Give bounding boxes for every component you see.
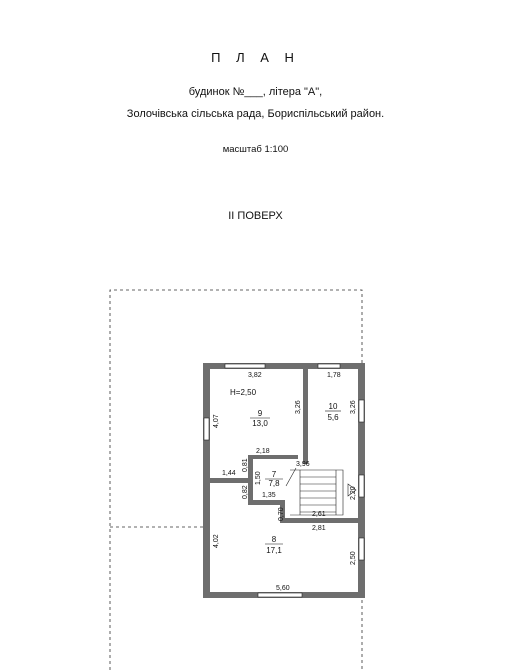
dim-070: 0,70 <box>278 507 285 521</box>
dim-top-left: 3,82 <box>248 372 262 379</box>
dim-left-lower: 4,02 <box>213 534 220 548</box>
dim-150: 1,50 <box>255 471 262 485</box>
plan-title: П Л А Н <box>211 50 300 65</box>
room-9-area: 13,0 <box>252 419 268 428</box>
building-line: будинок №___, літера "А", <box>188 86 323 98</box>
dim-135: 1,35 <box>262 492 276 499</box>
dim-281: 2,81 <box>312 525 326 532</box>
stairs <box>286 468 356 515</box>
dim-144: 1,44 <box>222 470 236 477</box>
room-8-area: 17,1 <box>266 546 282 555</box>
room-7-number: 7 <box>271 470 277 479</box>
dim-081: 0,81 <box>242 458 249 472</box>
dim-top-right: 1,78 <box>327 372 341 379</box>
dim-right-lower: 2,50 <box>350 551 357 565</box>
dim-bottom: 5,60 <box>276 585 290 592</box>
room-7-area: 7,8 <box>268 479 280 488</box>
room-8-number: 8 <box>271 535 277 544</box>
dim-220: 2,20 <box>350 486 357 500</box>
dim-261: 2,61 <box>312 511 326 518</box>
dim-396: 3,96 <box>296 461 310 468</box>
height-note: H=2,50 <box>230 388 257 397</box>
room-9-number: 9 <box>257 409 263 418</box>
room-10-number: 10 <box>328 402 338 411</box>
room-10-area: 5,6 <box>327 413 339 422</box>
dim-082: 0,82 <box>242 485 249 499</box>
floor-label: ІІ ПОВЕРХ <box>228 210 283 222</box>
address-line: Золочівська сільська рада, Бориспільський район. <box>126 108 385 120</box>
dim-room10-right: 3,26 <box>350 400 357 414</box>
room-fraction-lines <box>250 411 341 544</box>
dim-room9-left: 4,07 <box>213 414 220 428</box>
dim-room9-right: 3,26 <box>295 400 302 414</box>
dim-218: 2,18 <box>256 448 270 455</box>
scale-label: масштаб 1:100 <box>222 144 289 155</box>
